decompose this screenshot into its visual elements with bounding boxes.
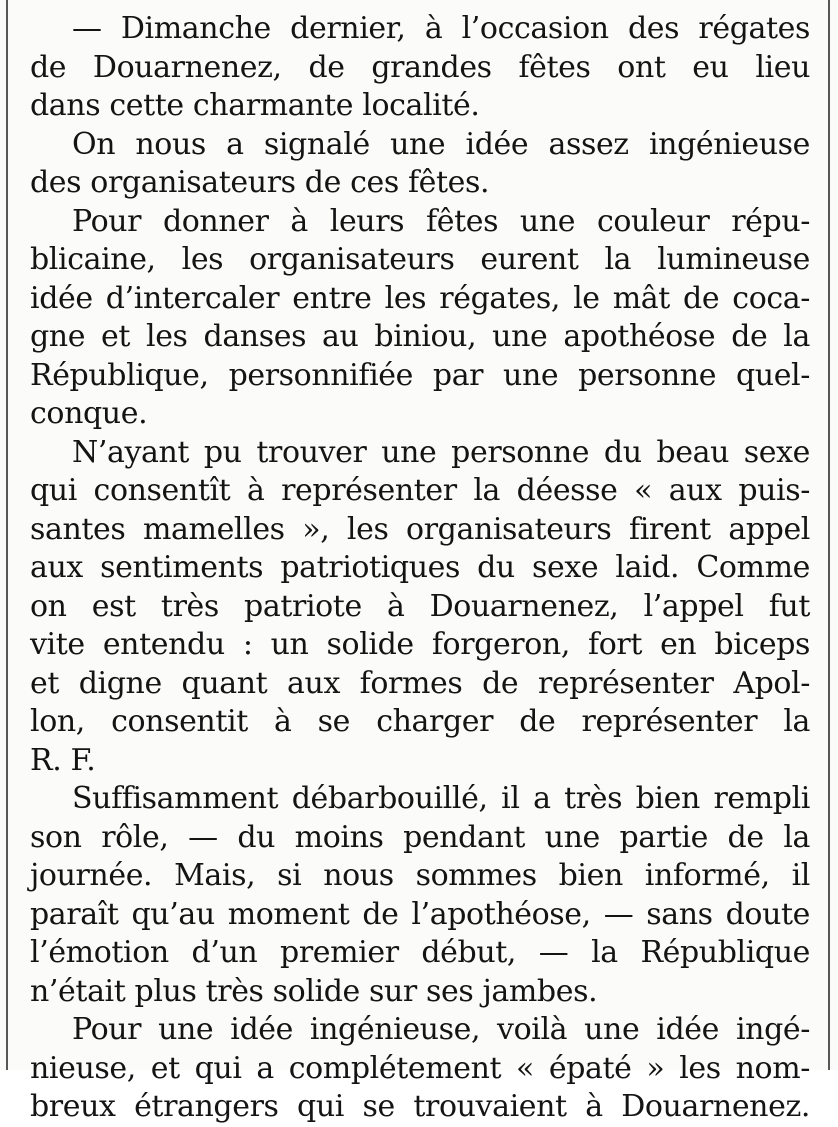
- text-line: conque.: [30, 396, 148, 431]
- text-line: son rôle, — du moins pendant une partie de la: [30, 819, 810, 855]
- text-line: blicaine, les organisateurs eurent la lumineuse: [30, 242, 810, 277]
- article-body: [30, 10, 810, 1127]
- text-line: breux étrangers qui se trouvaient à Douarnenez.: [30, 1089, 810, 1124]
- text-line: Suffisamment débarbouillé, il a très bien rempli: [72, 781, 810, 816]
- paragraph-2: [30, 126, 810, 203]
- text-line: des organisateurs de ces fêtes.: [30, 165, 490, 200]
- text-line: aux sentiments patriotiques du sexe laid. Comme: [30, 550, 810, 585]
- column-rule-right: [828, 0, 830, 1070]
- text-line: qui consentît à représenter la déesse « aux puis-: [30, 473, 810, 508]
- text-line: gne et les danses au biniou, une apothéose de la: [30, 319, 810, 354]
- text-line: vite entendu : un solide forgeron, fort en biceps: [30, 627, 810, 662]
- text-line: On nous a signalé une idée assez ingénieuse: [72, 126, 810, 162]
- paragraph-1: [30, 10, 810, 126]
- text-line: paraît qu’au moment de l’apothéose, — sans doute: [30, 896, 810, 932]
- text-line: lon, consentit à se charger de représenter la: [30, 704, 810, 739]
- column-rule-left: [6, 0, 8, 1070]
- text-line: journée. Mais, si nous sommes bien informé, il: [30, 858, 810, 893]
- text-line: Pour donner à leurs fêtes une couleur répu-: [72, 203, 810, 239]
- paragraph-4: [30, 434, 810, 781]
- text-line: dans cette charmante localité.: [30, 88, 480, 123]
- text-line: et digne quant aux formes de représenter Apol-: [30, 665, 810, 701]
- text-line: n’était plus très solide sur ses jambes.: [30, 973, 598, 1009]
- text-line: l’émotion d’un premier début, — la République: [30, 935, 810, 970]
- text-line: nieuse, et qui a complétement « épaté » les nom-: [30, 1050, 810, 1086]
- paragraph-6: [30, 1011, 810, 1127]
- paragraph-3: [30, 203, 810, 434]
- paragraph-5: [30, 780, 810, 1011]
- text-line: — Dimanche dernier, à l’occasion des régates: [72, 11, 810, 46]
- text-line: R. F.: [30, 742, 96, 778]
- text-line: santes mamelles », les organisateurs firent appel: [30, 511, 810, 547]
- text-line: idée d’intercaler entre les régates, le mât de coca-: [30, 280, 810, 316]
- text-line: Pour une idée ingénieuse, voilà une idée ingé-: [72, 1012, 810, 1047]
- text-line: on est très patriote à Douarnenez, l’appel fut: [30, 588, 810, 624]
- text-line: République, personnifiée par une personne quel-: [30, 357, 810, 393]
- text-line: de Douarnenez, de grandes fêtes ont eu lieu: [30, 49, 810, 85]
- text-line: N’ayant pu trouver une personne du beau sexe: [72, 434, 810, 470]
